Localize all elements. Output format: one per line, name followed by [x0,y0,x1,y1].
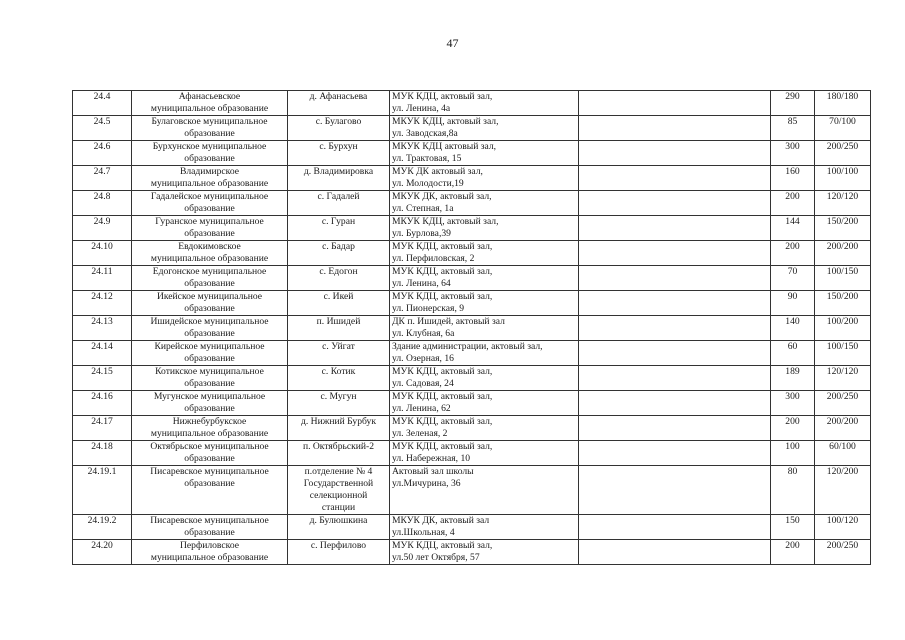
municipality-cell-line: образование [184,453,235,464]
ratio-cell: 100/150 [815,266,871,291]
venue-cell-line: ул. Садовая, 24 [392,378,454,389]
venue-cell-line: МКУК КДЦ актовый зал, [392,141,497,152]
municipality-cell [132,191,288,216]
municipality-cell [132,216,288,241]
ratio-cell: 100/120 [815,515,871,540]
table-row [73,366,871,391]
ratio-cell: 100/150 [815,341,871,366]
notes-cell [579,166,771,191]
venue-cell-line: ул. Молодости,19 [392,178,464,189]
settlement-cell-line: с. Котик [321,366,356,377]
row-number-cell: 24.19.2 [73,515,132,540]
venue-cell-line: МКУК ДК, актовый зал [392,515,490,526]
settlement-cell-line: д. Булюшкина [309,515,368,526]
venue-cell-line: ул. Пионерская, 9 [392,303,465,314]
capacity-cell: 140 [771,316,815,341]
notes-cell [579,366,771,391]
municipality-cell [132,466,288,515]
municipality-cell-line: Перфиловское [180,540,239,551]
settlement-cell [288,515,390,540]
capacity-cell: 144 [771,216,815,241]
venue-cell-line: МУК КДЦ, актовый зал, [392,91,493,102]
row-number-cell: 24.15 [73,366,132,391]
table-row [73,391,871,416]
notes-cell [579,291,771,316]
municipality-cell-line: Икейское муниципальное [156,291,263,302]
settlement-cell [288,291,390,316]
row-number-cell: 24.9 [73,216,132,241]
venue-cell-line: ул.Мичурина, 36 [392,478,461,489]
municipality-cell-line: Октябрьское муниципальное [150,441,269,452]
municipality-cell-line: образование [184,527,235,538]
settlement-cell [288,540,390,565]
municipality-cell [132,291,288,316]
notes-cell [579,441,771,466]
venue-cell-line: ул. Ленина, 4а [392,103,451,114]
capacity-cell: 300 [771,391,815,416]
municipality-cell [132,316,288,341]
municipality-cell-line: образование [184,353,235,364]
venue-cell-line: МУК КДЦ, актовый зал, [392,291,493,302]
venue-cell [390,316,579,341]
venue-cell [390,241,579,266]
municipality-cell [132,241,288,266]
settlement-cell [288,366,390,391]
venue-cell [390,216,579,241]
venue-cell-line: ул. Ленина, 64 [392,278,451,289]
ratio-cell: 120/120 [815,366,871,391]
table-row [73,216,871,241]
venue-cell-line: МУК КДЦ, актовый зал, [392,241,493,252]
municipality-cell [132,116,288,141]
table-row [73,466,871,515]
venue-cell-line: МУК КДЦ, актовый зал, [392,540,493,551]
settlement-cell-line: п.отделение № 4 [304,466,373,477]
settlement-cell-line: п. Октябрьский-2 [302,441,375,452]
capacity-cell: 80 [771,466,815,515]
ratio-cell: 100/200 [815,316,871,341]
municipality-cell-line: образование [184,228,235,239]
municipality-cell-line: муниципальное образование [150,178,269,189]
municipality-cell-line: Писаревское муниципальное [150,466,269,477]
venue-cell-line: ул. Перфиловская, 2 [392,253,475,264]
row-number-cell: 24.17 [73,416,132,441]
venue-cell [390,366,579,391]
settlement-cell-line: д. Афанасьева [309,91,368,102]
capacity-cell: 200 [771,191,815,216]
venue-cell-line: Актовый зал школы [392,466,474,477]
ratio-cell: 200/200 [815,416,871,441]
settlement-cell-line: с. Перфилово [310,540,367,551]
capacity-cell: 100 [771,441,815,466]
municipality-cell-line: Булаговское муниципальное [151,116,268,127]
municipality-cell [132,166,288,191]
row-number-cell: 24.8 [73,191,132,216]
municipality-cell-line: образование [184,278,235,289]
ratio-cell: 200/200 [815,241,871,266]
ratio-cell: 200/250 [815,391,871,416]
settlement-cell [288,466,390,515]
venue-cell-line: МКУК КДЦ, актовый зал, [392,216,499,227]
settlement-cell [288,191,390,216]
venue-cell [390,291,579,316]
ratio-cell: 60/100 [815,441,871,466]
table-row [73,116,871,141]
capacity-cell: 200 [771,540,815,565]
capacity-cell: 200 [771,416,815,441]
capacity-cell: 160 [771,166,815,191]
settlement-cell [288,216,390,241]
table-row [73,191,871,216]
settlement-cell [288,341,390,366]
settlement-cell-line: с. Бурхун [319,141,358,152]
municipality-cell [132,341,288,366]
ratio-cell: 200/250 [815,141,871,166]
row-number-cell: 24.4 [73,91,132,116]
venue-cell-line: МУК КДЦ, актовый зал, [392,266,493,277]
settlement-cell-line: с. Гуран [321,216,356,227]
municipality-cell-line: образование [184,478,235,489]
venue-cell [390,466,579,515]
venue-cell-line: ДК п. Ишидей, актовый зал [392,316,505,327]
municipality-cell-line: Писаревское муниципальное [150,515,269,526]
settlement-cell [288,116,390,141]
municipality-cell-line: Мугунское муниципальное [153,391,266,402]
settlement-cell [288,141,390,166]
row-number-cell: 24.16 [73,391,132,416]
notes-cell [579,141,771,166]
row-number-cell: 24.20 [73,540,132,565]
venue-cell-line: ул. Степная, 1а [392,203,454,214]
venue-cell-line: ул.50 лет Октября, 57 [392,552,480,563]
settlement-cell [288,91,390,116]
notes-cell [579,316,771,341]
municipality-cell [132,416,288,441]
municipality-cell [132,540,288,565]
settlement-cell-line: с. Уйгат [322,341,355,352]
row-number-cell: 24.10 [73,241,132,266]
settlement-cell-line: с. Гадалей [317,191,360,202]
ratio-cell: 120/200 [815,466,871,515]
notes-cell [579,391,771,416]
venue-cell [390,266,579,291]
municipality-cell [132,266,288,291]
municipality-cell-line: образование [184,128,235,139]
venue-cell [390,441,579,466]
settlement-cell-line: селекционной [309,490,368,501]
notes-cell [579,416,771,441]
notes-cell [579,540,771,565]
row-number-cell: 24.7 [73,166,132,191]
municipality-cell [132,441,288,466]
municipality-cell-line: Гуранское муниципальное [155,216,264,227]
venue-cell-line: ул. Озерная, 16 [392,353,454,364]
settlement-cell [288,316,390,341]
notes-cell [579,466,771,515]
settlement-cell-line: д. Владимировка [303,166,374,177]
municipality-cell-line: Кирейское муниципальное [154,341,265,352]
table-row [73,241,871,266]
municipality-cell-line: Едогонское муниципальное [152,266,267,277]
venue-cell [390,166,579,191]
notes-cell [579,241,771,266]
ratio-cell: 180/180 [815,91,871,116]
settlement-cell [288,416,390,441]
settlement-cell [288,166,390,191]
table-row [73,141,871,166]
table-row [73,540,871,565]
row-number-cell: 24.11 [73,266,132,291]
settlement-cell-line: с. Булагово [315,116,362,127]
venue-cell-line: ул. Клубная, 6а [392,328,455,339]
notes-cell [579,266,771,291]
municipality-cell-line: муниципальное образование [150,428,269,439]
settlement-cell-line: с. Мугун [320,391,357,402]
municipality-cell-line: Владимирское [179,166,240,177]
table-row [73,341,871,366]
venue-cell [390,191,579,216]
table-row [73,515,871,540]
ratio-cell: 100/100 [815,166,871,191]
venue-cell-line: ул. Заводская,8а [392,128,458,139]
notes-cell [579,91,771,116]
municipality-cell [132,391,288,416]
venue-cell [390,91,579,116]
ratio-cell: 120/120 [815,191,871,216]
municipality-cell [132,141,288,166]
venue-cell-line: МУК КДЦ, актовый зал, [392,391,493,402]
venue-cell-line: МУК КДЦ, актовый зал, [392,441,493,452]
venue-cell-line: ул. Ленина, 62 [392,403,451,414]
venue-cell [390,540,579,565]
venue-cell-line: МУК ДК актовый зал, [392,166,483,177]
capacity-cell: 70 [771,266,815,291]
page-number: 47 [446,36,459,50]
municipality-cell [132,366,288,391]
settlement-cell-line: станции [321,502,356,513]
municipality-cell-line: Ишидейское муниципальное [150,316,269,327]
venue-cell [390,141,579,166]
venue-cell-line: Здание администрации, актовый зал, [392,341,543,352]
municipality-cell-line: муниципальное образование [150,103,269,114]
venue-cell-line: ул. Трактовая, 15 [392,153,462,164]
ratio-cell: 150/200 [815,216,871,241]
settlement-cell [288,441,390,466]
municipality-cell-line: образование [184,153,235,164]
municipality-cell-line: Афанасьевское [178,91,241,102]
notes-cell [579,116,771,141]
capacity-cell: 300 [771,141,815,166]
ratio-cell: 200/250 [815,540,871,565]
venue-cell [390,341,579,366]
row-number-cell: 24.6 [73,141,132,166]
venue-cell [390,391,579,416]
capacity-cell: 290 [771,91,815,116]
settlement-cell-line: п. Ишидей [316,316,361,327]
row-number-cell: 24.18 [73,441,132,466]
venue-cell-line: ул. Бурлова,39 [392,228,451,239]
settlement-cell [288,391,390,416]
venue-cell-line: МУК КДЦ, актовый зал, [392,366,493,377]
capacity-cell: 85 [771,116,815,141]
table-row [73,266,871,291]
municipality-cell [132,515,288,540]
table-row [73,416,871,441]
capacity-cell: 200 [771,241,815,266]
municipality-cell-line: Бурхунское муниципальное [152,141,267,152]
ratio-cell: 70/100 [815,116,871,141]
venue-cell-line: ул. Зеленая, 2 [392,428,448,439]
municipality-cell-line: Нижнебурбукское [172,416,247,427]
row-number-cell: 24.14 [73,341,132,366]
capacity-cell: 189 [771,366,815,391]
table-row [73,166,871,191]
row-number-cell: 24.12 [73,291,132,316]
table-row [73,91,871,116]
municipality-cell-line: образование [184,203,235,214]
municipality-cell-line: Котикское муниципальное [155,366,264,377]
municipality-cell-line: Гадалейское муниципальное [150,191,269,202]
municipality-cell-line: образование [184,403,235,414]
row-number-cell: 24.5 [73,116,132,141]
capacity-cell: 90 [771,291,815,316]
municipality-cell-line: Евдокимовское [178,241,241,252]
municipality-cell-line: образование [184,378,235,389]
facilities-table [72,90,871,565]
venue-cell-line: ул.Школьная, 4 [392,527,455,538]
venue-cell-line: ул. Набережная, 10 [392,453,471,464]
settlement-cell-line: Государственной [303,478,374,489]
notes-cell [579,216,771,241]
municipality-cell [132,91,288,116]
venue-cell [390,416,579,441]
row-number-cell: 24.13 [73,316,132,341]
venue-cell-line: МУК КДЦ, актовый зал, [392,416,493,427]
table-row [73,291,871,316]
settlement-cell-line: с. Икей [323,291,354,302]
capacity-cell: 150 [771,515,815,540]
notes-cell [579,191,771,216]
municipality-cell-line: муниципальное образование [150,253,269,264]
settlement-cell [288,266,390,291]
municipality-cell-line: муниципальное образование [150,552,269,563]
table-row [73,441,871,466]
notes-cell [579,341,771,366]
venue-cell [390,116,579,141]
venue-cell-line: МКУК ДК, актовый зал, [392,191,492,202]
ratio-cell: 150/200 [815,291,871,316]
row-number-cell: 24.19.1 [73,466,132,515]
venue-cell [390,515,579,540]
capacity-cell: 60 [771,341,815,366]
municipality-cell-line: образование [184,303,235,314]
settlement-cell [288,241,390,266]
notes-cell [579,515,771,540]
table-row [73,316,871,341]
venue-cell-line: МКУК КДЦ, актовый зал, [392,116,499,127]
municipality-cell-line: образование [184,328,235,339]
settlement-cell-line: с. Бадар [322,241,355,252]
settlement-cell-line: с. Едогон [319,266,358,277]
settlement-cell-line: д. Нижний Бурбук [300,416,376,427]
